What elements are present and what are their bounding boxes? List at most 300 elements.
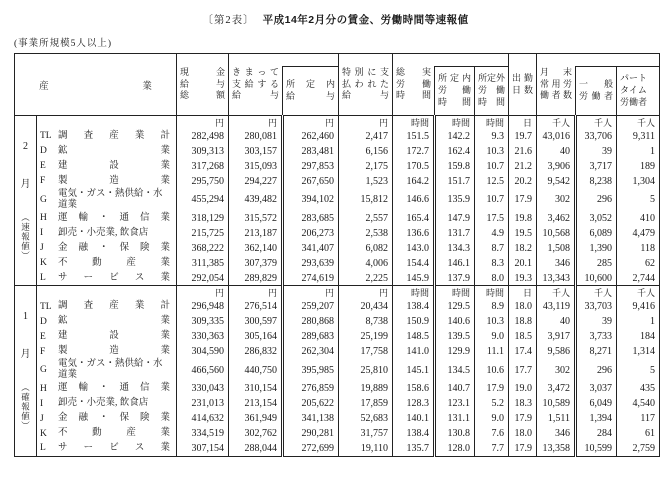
table-row (15, 241, 660, 256)
cell-overtime-hours: 5.2 (475, 396, 509, 411)
cell-general-workers: 3,037 (576, 381, 617, 396)
unit-month-end-workers: 千人 (537, 116, 576, 130)
cell-part-time-workers: 2,744 (617, 271, 660, 286)
cell-contractual-earnings: 289,829 (229, 271, 283, 286)
cell-month-end-workers: 1,511 (537, 411, 576, 426)
cell-cash-total-earnings: 296,948 (177, 299, 229, 314)
cell-scheduled-earnings: 206,273 (283, 226, 339, 241)
cell-overtime-hours: 17.5 (475, 211, 509, 226)
cell-month-end-workers: 9,586 (537, 344, 576, 359)
cell-special-earnings: 19,889 (339, 381, 393, 396)
cell-total-hours: 148.5 (393, 329, 435, 344)
cell-month-end-workers: 10,589 (537, 396, 576, 411)
cell-scheduled-earnings: 283,685 (283, 211, 339, 226)
cell-days-worked: 17.7 (509, 359, 537, 381)
units-row-spacer (37, 116, 177, 130)
cell-scheduled-hours: 130.8 (435, 426, 475, 441)
unit-scheduled-hours: 時間 (435, 116, 475, 130)
table-row (15, 381, 660, 396)
industry-name: 鉱業 (58, 146, 171, 157)
table-row (15, 396, 660, 411)
industry-cell (37, 211, 177, 226)
table-row (15, 359, 660, 381)
industry-code: J (40, 243, 44, 254)
cell-days-worked: 21.6 (509, 144, 537, 159)
scope-note: (事業所規模5人以上) (14, 39, 113, 49)
table-row (15, 174, 660, 189)
cell-special-earnings: 25,810 (339, 359, 393, 381)
cell-scheduled-hours: 129.5 (435, 299, 475, 314)
unit-month-end-workers: 千人 (537, 286, 576, 300)
cell-days-worked: 18.0 (509, 299, 537, 314)
cell-days-worked: 20.1 (509, 256, 537, 271)
industry-cell (37, 226, 177, 241)
industry-name: 製造業 (58, 346, 171, 357)
col-header-days: 出勤 日数 (509, 54, 537, 116)
cell-scheduled-earnings: 280,868 (283, 314, 339, 329)
industry-cell (37, 144, 177, 159)
industry-code: F (40, 346, 46, 357)
col-header-overtime-hours: 所定外 労働 時間 (475, 67, 509, 116)
cell-month-end-workers: 3,906 (537, 159, 576, 174)
cell-part-time-workers: 61 (617, 426, 660, 441)
cell-cash-total-earnings: 311,385 (177, 256, 229, 271)
table-row (15, 426, 660, 441)
cell-month-end-workers: 10,568 (537, 226, 576, 241)
cell-total-hours: 150.9 (393, 314, 435, 329)
table-row (15, 441, 660, 456)
cell-scheduled-earnings: 395,985 (283, 359, 339, 381)
industry-code: G (40, 365, 47, 376)
industry-code: TL (40, 301, 52, 312)
table-row (15, 344, 660, 359)
cell-total-hours: 165.4 (393, 211, 435, 226)
industry-name: 調査産業計 (58, 301, 171, 312)
industry-code: E (40, 331, 46, 342)
cell-cash-total-earnings: 282,498 (177, 129, 229, 144)
industry-cell (37, 241, 177, 256)
cell-total-hours: 138.4 (393, 426, 435, 441)
cell-total-hours: 141.0 (393, 344, 435, 359)
cell-month-end-workers: 1,508 (537, 241, 576, 256)
cell-scheduled-hours: 134.5 (435, 359, 475, 381)
cell-contractual-earnings: 361,949 (229, 411, 283, 426)
cell-overtime-hours: 10.3 (475, 144, 509, 159)
cell-cash-total-earnings: 295,750 (177, 174, 229, 189)
cell-scheduled-earnings: 272,699 (283, 441, 339, 456)
industry-cell (37, 359, 177, 381)
cell-days-worked: 18.3 (509, 396, 537, 411)
unit-special-earnings: 円 (339, 286, 393, 300)
data-block-january-final (15, 286, 660, 456)
cell-special-earnings: 17,758 (339, 344, 393, 359)
cell-scheduled-hours: 128.0 (435, 441, 475, 456)
cell-cash-total-earnings: 215,725 (177, 226, 229, 241)
cell-days-worked: 18.8 (509, 314, 537, 329)
cell-cash-total-earnings: 309,313 (177, 144, 229, 159)
table-row (15, 129, 660, 144)
col-header-part-time-workers: パート タイム 労働者 (617, 67, 660, 116)
col-header-cash-total: 現金 給与 総額 (177, 54, 229, 116)
cell-part-time-workers: 1 (617, 144, 660, 159)
industry-name: 金融・保険業 (58, 242, 171, 253)
cell-overtime-hours: 7.6 (475, 426, 509, 441)
cell-special-earnings: 20,434 (339, 299, 393, 314)
unit-part-time-workers: 千人 (617, 286, 660, 300)
cell-overtime-hours: 11.1 (475, 344, 509, 359)
cell-contractual-earnings: 280,081 (229, 129, 283, 144)
unit-special-earnings: 円 (339, 116, 393, 130)
cell-general-workers: 296 (576, 189, 617, 211)
industry-cell (37, 256, 177, 271)
industry-name: 電気・ガス・熱供給・水道業 (58, 359, 163, 381)
cell-contractual-earnings: 362,140 (229, 241, 283, 256)
cell-special-earnings: 15,812 (339, 189, 393, 211)
col-header-contractual: きまって 支給する 給与 (229, 54, 283, 116)
cell-month-end-workers: 302 (537, 359, 576, 381)
industry-code: TL (40, 131, 52, 142)
cell-days-worked: 18.5 (509, 329, 537, 344)
table-row (15, 256, 660, 271)
unit-cash-total-earnings: 円 (177, 286, 229, 300)
cell-total-hours: 164.2 (393, 174, 435, 189)
cell-total-hours: 145.9 (393, 271, 435, 286)
cell-general-workers: 6,089 (576, 226, 617, 241)
cell-part-time-workers: 9,311 (617, 129, 660, 144)
cell-scheduled-earnings: 262,304 (283, 344, 339, 359)
unit-cash-total-earnings: 円 (177, 116, 229, 130)
cell-part-time-workers: 184 (617, 329, 660, 344)
col-header-industry: 産業 (39, 81, 152, 92)
cell-days-worked: 17.9 (509, 411, 537, 426)
cell-special-earnings: 25,199 (339, 329, 393, 344)
cell-scheduled-earnings: 205,622 (283, 396, 339, 411)
table-row (15, 144, 660, 159)
cell-special-earnings: 2,538 (339, 226, 393, 241)
cell-overtime-hours: 9.0 (475, 411, 509, 426)
industry-cell (37, 314, 177, 329)
cell-general-workers: 1,390 (576, 241, 617, 256)
unit-overtime-hours: 時間 (475, 116, 509, 130)
cell-scheduled-hours: 123.1 (435, 396, 475, 411)
cell-month-end-workers: 40 (537, 314, 576, 329)
cell-special-earnings: 17,859 (339, 396, 393, 411)
stats-table (14, 53, 660, 457)
cell-special-earnings: 2,417 (339, 129, 393, 144)
industry-code: H (40, 213, 47, 224)
cell-days-worked: 19.8 (509, 211, 537, 226)
cell-contractual-earnings: 213,154 (229, 396, 283, 411)
table-row (15, 159, 660, 174)
cell-overtime-hours: 4.9 (475, 226, 509, 241)
cell-total-hours: 145.1 (393, 359, 435, 381)
cell-overtime-hours: 7.7 (475, 441, 509, 456)
cell-total-hours: 172.7 (393, 144, 435, 159)
cell-general-workers: 3,052 (576, 211, 617, 226)
industry-name: 不動産業 (58, 257, 171, 268)
cell-general-workers: 39 (576, 314, 617, 329)
cell-part-time-workers: 1,304 (617, 174, 660, 189)
industry-cell (37, 381, 177, 396)
cell-cash-total-earnings: 307,154 (177, 441, 229, 456)
cell-special-earnings: 6,082 (339, 241, 393, 256)
industry-code: L (40, 273, 46, 284)
cell-general-workers: 39 (576, 144, 617, 159)
cell-general-workers: 33,703 (576, 299, 617, 314)
table-row (15, 271, 660, 286)
industry-code: G (40, 194, 47, 205)
cell-days-worked: 17.4 (509, 344, 537, 359)
table-row (15, 189, 660, 211)
col-header-total-hours: 総実 労働 時間 (393, 54, 435, 116)
cell-contractual-earnings: 288,044 (229, 441, 283, 456)
cell-scheduled-hours: 134.3 (435, 241, 475, 256)
industry-cell (37, 344, 177, 359)
unit-general-workers: 千人 (576, 116, 617, 130)
cell-cash-total-earnings: 334,519 (177, 426, 229, 441)
unit-total-hours: 時間 (393, 286, 435, 300)
cell-special-earnings: 6,156 (339, 144, 393, 159)
unit-contractual-earnings: 円 (229, 116, 283, 130)
cell-scheduled-hours: 139.5 (435, 329, 475, 344)
cell-scheduled-hours: 159.8 (435, 159, 475, 174)
cell-overtime-hours: 10.7 (475, 159, 509, 174)
cell-general-workers: 296 (576, 359, 617, 381)
cell-scheduled-hours: 151.7 (435, 174, 475, 189)
cell-overtime-hours: 12.5 (475, 174, 509, 189)
cell-special-earnings: 1,523 (339, 174, 393, 189)
cell-contractual-earnings: 305,164 (229, 329, 283, 344)
units-row-spacer (37, 286, 177, 300)
cell-contractual-earnings: 303,157 (229, 144, 283, 159)
industry-cell (37, 129, 177, 144)
cell-scheduled-earnings: 297,853 (283, 159, 339, 174)
cell-month-end-workers: 3,462 (537, 211, 576, 226)
cell-cash-total-earnings: 414,632 (177, 411, 229, 426)
unit-days-worked: 日 (509, 116, 537, 130)
cell-general-workers: 3,733 (576, 329, 617, 344)
cell-total-hours: 143.0 (393, 241, 435, 256)
cell-total-hours: 146.6 (393, 189, 435, 211)
document-title (0, 0, 671, 27)
cell-cash-total-earnings: 455,294 (177, 189, 229, 211)
industry-code: K (40, 258, 47, 269)
industry-name: 建設業 (58, 161, 171, 172)
cell-general-workers: 8,271 (576, 344, 617, 359)
cell-cash-total-earnings: 317,268 (177, 159, 229, 174)
cell-overtime-hours: 9.3 (475, 129, 509, 144)
cell-days-worked: 20.2 (509, 174, 537, 189)
cell-overtime-hours: 17.9 (475, 381, 509, 396)
cell-scheduled-earnings: 394,102 (283, 189, 339, 211)
month-label: 1 月 （確報値） (15, 286, 37, 456)
cell-special-earnings: 2,557 (339, 211, 393, 226)
cell-days-worked: 21.2 (509, 159, 537, 174)
cell-overtime-hours: 8.0 (475, 271, 509, 286)
cell-contractual-earnings: 286,832 (229, 344, 283, 359)
cell-days-worked: 17.9 (509, 441, 537, 456)
industry-code: J (40, 413, 44, 424)
cell-part-time-workers: 5 (617, 189, 660, 211)
industry-cell (37, 299, 177, 314)
units-row (15, 116, 660, 130)
cell-special-earnings: 2,175 (339, 159, 393, 174)
table-number: 〔第2表〕 (202, 15, 255, 26)
cell-scheduled-earnings: 290,281 (283, 426, 339, 441)
cell-general-workers: 10,599 (576, 441, 617, 456)
industry-name: 卸売・小売業, 飲食店 (58, 227, 149, 238)
cell-part-time-workers: 4,540 (617, 396, 660, 411)
unit-scheduled-hours: 時間 (435, 286, 475, 300)
cell-part-time-workers: 410 (617, 211, 660, 226)
cell-scheduled-hours: 142.2 (435, 129, 475, 144)
industry-code: K (40, 428, 47, 439)
cell-days-worked: 19.0 (509, 381, 537, 396)
cell-contractual-earnings: 213,187 (229, 226, 283, 241)
cell-part-time-workers: 1,314 (617, 344, 660, 359)
cell-days-worked: 19.7 (509, 129, 537, 144)
cell-total-hours: 151.5 (393, 129, 435, 144)
header-spacer (435, 54, 509, 67)
cell-days-worked: 18.2 (509, 241, 537, 256)
cell-total-hours: 170.5 (393, 159, 435, 174)
cell-total-hours: 136.6 (393, 226, 435, 241)
cell-scheduled-hours: 137.9 (435, 271, 475, 286)
header-spacer (576, 54, 660, 67)
unit-total-hours: 時間 (393, 116, 435, 130)
table-row (15, 211, 660, 226)
industry-name: サービス業 (58, 442, 171, 453)
cell-total-hours: 158.6 (393, 381, 435, 396)
industry-cell (37, 411, 177, 426)
cell-part-time-workers: 4,479 (617, 226, 660, 241)
cell-month-end-workers: 13,343 (537, 271, 576, 286)
cell-cash-total-earnings: 368,222 (177, 241, 229, 256)
cell-scheduled-earnings: 341,138 (283, 411, 339, 426)
cell-part-time-workers: 9,416 (617, 299, 660, 314)
cell-scheduled-earnings: 262,460 (283, 129, 339, 144)
cell-scheduled-hours: 131.7 (435, 226, 475, 241)
cell-part-time-workers: 5 (617, 359, 660, 381)
cell-scheduled-earnings: 276,859 (283, 381, 339, 396)
industry-cell (37, 159, 177, 174)
industry-name: 鉱業 (58, 316, 171, 327)
cell-total-hours: 140.1 (393, 411, 435, 426)
cell-scheduled-hours: 131.1 (435, 411, 475, 426)
cell-general-workers: 1,394 (576, 411, 617, 426)
cell-special-earnings: 4,006 (339, 256, 393, 271)
industry-code: I (40, 228, 44, 239)
cell-scheduled-hours: 129.9 (435, 344, 475, 359)
cell-days-worked: 19.3 (509, 271, 537, 286)
cell-month-end-workers: 3,917 (537, 329, 576, 344)
industry-code: L (40, 443, 46, 454)
cell-overtime-hours: 9.0 (475, 329, 509, 344)
industry-cell (37, 329, 177, 344)
cell-days-worked: 18.0 (509, 426, 537, 441)
cell-scheduled-hours: 135.9 (435, 189, 475, 211)
cell-general-workers: 284 (576, 426, 617, 441)
cell-cash-total-earnings: 304,590 (177, 344, 229, 359)
cell-days-worked: 17.9 (509, 189, 537, 211)
cell-special-earnings: 31,757 (339, 426, 393, 441)
unit-scheduled-earnings: 円 (283, 286, 339, 300)
cell-general-workers: 285 (576, 256, 617, 271)
header-spacer (283, 54, 339, 67)
table-row (15, 299, 660, 314)
cell-scheduled-hours: 140.6 (435, 314, 475, 329)
title-text: 平成14年2月分の賃金、労働時間等速報値 (262, 14, 469, 26)
cell-month-end-workers: 13,358 (537, 441, 576, 456)
cell-cash-total-earnings: 309,335 (177, 314, 229, 329)
month-note: （確報値） (20, 383, 31, 431)
cell-total-hours: 138.4 (393, 299, 435, 314)
cell-scheduled-hours: 162.4 (435, 144, 475, 159)
cell-part-time-workers: 1 (617, 314, 660, 329)
cell-total-hours: 128.3 (393, 396, 435, 411)
col-header-month-end-workers: 月末 常用労 働者数 (537, 54, 576, 116)
cell-special-earnings: 52,683 (339, 411, 393, 426)
cell-general-workers: 6,049 (576, 396, 617, 411)
col-header-special: 特別に支 払われた 給与 (339, 54, 393, 116)
industry-name: 運輸・通信業 (58, 383, 171, 394)
cell-scheduled-earnings: 267,650 (283, 174, 339, 189)
cell-part-time-workers: 62 (617, 256, 660, 271)
industry-name: 電気・ガス・熱供給・水道業 (58, 189, 163, 210)
cell-scheduled-earnings: 283,481 (283, 144, 339, 159)
cell-total-hours: 135.7 (393, 441, 435, 456)
cell-part-time-workers: 189 (617, 159, 660, 174)
cell-contractual-earnings: 276,514 (229, 299, 283, 314)
industry-cell (37, 441, 177, 456)
industry-code: I (40, 398, 44, 409)
month-label: 2 月 （速報値） (15, 116, 37, 286)
cell-scheduled-hours: 140.7 (435, 381, 475, 396)
cell-general-workers: 33,706 (576, 129, 617, 144)
cell-overtime-hours: 8.7 (475, 241, 509, 256)
cell-overtime-hours: 10.6 (475, 359, 509, 381)
cell-overtime-hours: 10.3 (475, 314, 509, 329)
table-header (15, 54, 660, 116)
cell-cash-total-earnings: 318,129 (177, 211, 229, 226)
industry-name: 卸売・小売業, 飲食店 (58, 398, 149, 409)
cell-overtime-hours: 10.7 (475, 189, 509, 211)
industry-name: 金融・保険業 (58, 413, 171, 424)
cell-part-time-workers: 435 (617, 381, 660, 396)
industry-code: E (40, 161, 46, 172)
unit-scheduled-earnings: 円 (283, 116, 339, 130)
industry-name: 建設業 (58, 331, 171, 342)
industry-name: 製造業 (58, 176, 171, 187)
cell-month-end-workers: 302 (537, 189, 576, 211)
industry-name: 不動産業 (58, 428, 171, 439)
cell-cash-total-earnings: 292,054 (177, 271, 229, 286)
industry-code: H (40, 383, 47, 394)
data-block-february-preliminary (15, 116, 660, 286)
industry-cell (37, 426, 177, 441)
cell-cash-total-earnings: 466,560 (177, 359, 229, 381)
col-header-scheduled-hours: 所定内 労働 時間 (435, 67, 475, 116)
cell-special-earnings: 2,225 (339, 271, 393, 286)
industry-name: 調査産業計 (58, 131, 171, 142)
industry-code: D (40, 316, 47, 327)
cell-part-time-workers: 117 (617, 411, 660, 426)
cell-month-end-workers: 3,472 (537, 381, 576, 396)
cell-total-hours: 154.4 (393, 256, 435, 271)
cell-part-time-workers: 118 (617, 241, 660, 256)
cell-cash-total-earnings: 231,013 (177, 396, 229, 411)
cell-overtime-hours: 8.9 (475, 299, 509, 314)
